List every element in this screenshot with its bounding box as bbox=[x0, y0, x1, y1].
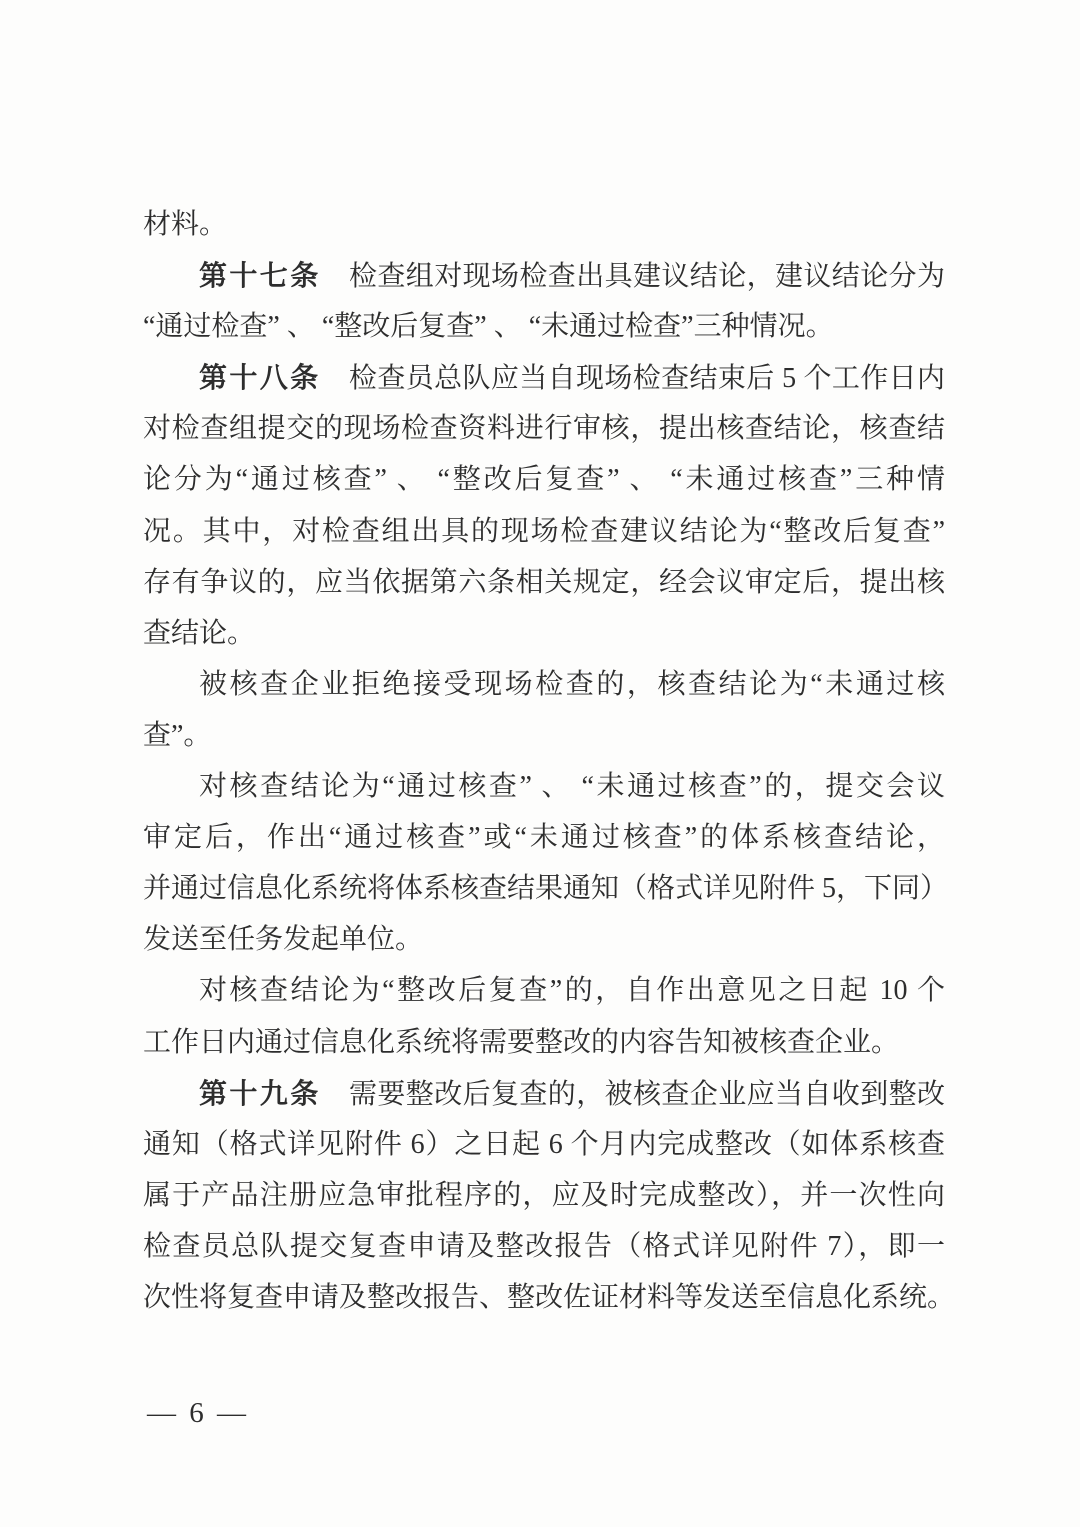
text-line bbox=[143, 812, 945, 863]
text-run: 被核查企业拒绝接受现场检查的，核查结论为“未通过核 bbox=[199, 668, 945, 700]
text-line bbox=[143, 659, 945, 710]
text-line bbox=[143, 1017, 945, 1068]
page-number-footer: — 6 — bbox=[147, 1397, 249, 1429]
text-line bbox=[143, 250, 945, 301]
article-heading: 第十七条 bbox=[199, 260, 321, 292]
text-run: 并通过信息化系统将体系核查结果通知（格式详见附件 5，下同） bbox=[143, 873, 949, 905]
text-run: 属于产品注册应急审批程序的，应及时完成整改），并一次性向 bbox=[143, 1179, 945, 1211]
text-run: 查结论。 bbox=[143, 617, 256, 649]
text-run: “通过检查” 、 “整改后复查” 、 “未通过检查”三种情况。 bbox=[143, 311, 834, 343]
article-heading: 第十九条 bbox=[199, 1077, 321, 1109]
text-run: 对核查结论为“整改后复查”的，自作出意见之日起 10 个 bbox=[199, 975, 945, 1007]
text-line bbox=[143, 710, 945, 761]
text-line bbox=[143, 301, 945, 352]
text-run: 材料。 bbox=[143, 209, 228, 240]
text-run: 审定后，作出“通过核查”或“未通过核查”的体系核查结论， bbox=[143, 822, 945, 854]
text-line bbox=[143, 352, 945, 403]
text-line bbox=[143, 454, 945, 505]
text-run: 检查员总队应当自现场检查结束后 5 个工作日内 bbox=[320, 363, 945, 395]
text-run: 发送至任务发起单位。 bbox=[143, 924, 424, 956]
text-line bbox=[143, 914, 945, 965]
text-run: 检查组对现场检查出具建议结论，建议结论分为 bbox=[320, 261, 945, 293]
text-line bbox=[143, 506, 945, 557]
text-line bbox=[143, 608, 945, 659]
text-line bbox=[143, 1119, 945, 1170]
text-line bbox=[143, 965, 945, 1016]
text-run: 对核查结论为“通过核查” 、 “未通过核查”的，提交会议 bbox=[199, 771, 945, 803]
text-run: 次性将复查申请及整改报告、整改佐证材料等发送至信息化系统。 bbox=[143, 1281, 956, 1313]
text-line bbox=[143, 1272, 956, 1323]
text-line bbox=[143, 863, 949, 914]
text-run: 查”。 bbox=[143, 719, 212, 751]
text-line bbox=[143, 403, 945, 454]
text-run: 对检查组提交的现场检查资料进行审核，提出核查结论，核查结 bbox=[143, 413, 945, 445]
text-line bbox=[143, 761, 945, 812]
text-line bbox=[143, 1170, 945, 1221]
article-heading: 第十八条 bbox=[199, 362, 321, 394]
text-run: 工作日内通过信息化系统将需要整改的内容告知被核查企业。 bbox=[143, 1026, 900, 1058]
text-run: 通知（格式详见附件 6）之日起 6 个月内完成整改（如体系核查 bbox=[143, 1128, 945, 1160]
text-line bbox=[143, 1221, 945, 1272]
text-run: 况。其中，对检查组出具的现场检查建议结论为“整改后复查” bbox=[143, 515, 945, 547]
text-run: 论分为“通过核查” 、 “整改后复查” 、 “未通过核查”三种情 bbox=[143, 464, 945, 496]
text-block bbox=[143, 199, 956, 1323]
text-line bbox=[143, 199, 945, 250]
text-run: 需要整改后复查的，被核查企业应当自收到整改 bbox=[320, 1078, 945, 1110]
text-run: 检查员总队提交复查申请及整改报告（格式详见附件 7），即一 bbox=[143, 1230, 945, 1262]
text-run: 存有争议的，应当依据第六条相关规定，经会议审定后，提出核 bbox=[143, 566, 945, 598]
text-line bbox=[143, 557, 945, 608]
text-line bbox=[143, 1068, 945, 1119]
